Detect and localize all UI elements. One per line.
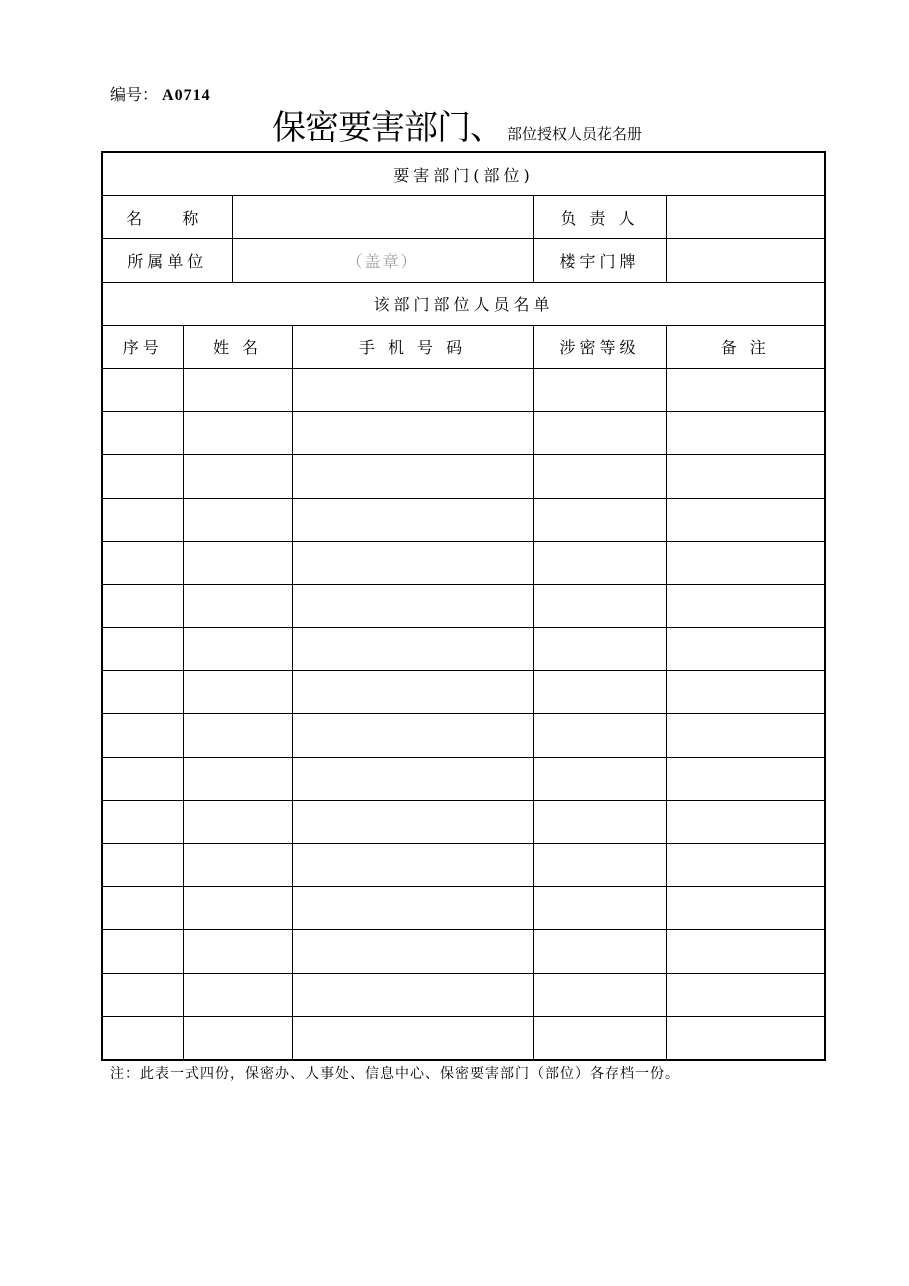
row-index-cell[interactable]: [102, 1016, 183, 1060]
row-remarks-cell[interactable]: [666, 541, 825, 584]
row-phone-cell[interactable]: [292, 368, 533, 411]
name-label: 名 称: [102, 196, 232, 239]
row-remarks-cell[interactable]: [666, 628, 825, 671]
row-index-cell[interactable]: [102, 714, 183, 757]
row-remarks-cell[interactable]: [666, 714, 825, 757]
row-name-cell[interactable]: [183, 584, 292, 627]
row-name-cell[interactable]: [183, 930, 292, 973]
table-row: [102, 714, 825, 757]
row-index-cell[interactable]: [102, 930, 183, 973]
row-index-cell[interactable]: [102, 455, 183, 498]
row-clearance-cell[interactable]: [533, 628, 666, 671]
row-remarks-cell[interactable]: [666, 368, 825, 411]
row-phone-cell[interactable]: [292, 887, 533, 930]
table-row: [102, 930, 825, 973]
row-name-cell[interactable]: [183, 368, 292, 411]
personnel-form-table: [101, 151, 826, 1061]
row-name-cell[interactable]: [183, 498, 292, 541]
row-phone-cell[interactable]: [292, 541, 533, 584]
row-remarks-cell[interactable]: [666, 498, 825, 541]
row-name-cell[interactable]: [183, 455, 292, 498]
table-row: [102, 887, 825, 930]
table-row: [102, 757, 825, 800]
row-clearance-cell[interactable]: [533, 800, 666, 843]
row-phone-cell[interactable]: [292, 628, 533, 671]
department-name-row: [102, 196, 825, 239]
row-index-cell[interactable]: [102, 973, 183, 1016]
leader-label: 负 责 人: [533, 196, 666, 239]
row-clearance-cell[interactable]: [533, 844, 666, 887]
column-header-phone: 手 机 号 码: [292, 325, 533, 368]
row-remarks-cell[interactable]: [666, 455, 825, 498]
row-clearance-cell[interactable]: [533, 973, 666, 1016]
row-remarks-cell[interactable]: [666, 412, 825, 455]
row-clearance-cell[interactable]: [533, 498, 666, 541]
row-clearance-cell[interactable]: [533, 757, 666, 800]
row-remarks-cell[interactable]: [666, 757, 825, 800]
personnel-heading-row: [102, 282, 825, 325]
row-clearance-cell[interactable]: [533, 541, 666, 584]
row-remarks-cell[interactable]: [666, 800, 825, 843]
document-number-value: A0714: [162, 87, 211, 104]
department-heading: 要害部门(部位): [102, 152, 825, 196]
row-phone-cell[interactable]: [292, 757, 533, 800]
row-phone-cell[interactable]: [292, 714, 533, 757]
row-index-cell[interactable]: [102, 800, 183, 843]
row-index-cell[interactable]: [102, 541, 183, 584]
table-row: [102, 628, 825, 671]
row-name-cell[interactable]: [183, 541, 292, 584]
name-field[interactable]: [232, 196, 533, 239]
row-remarks-cell[interactable]: [666, 887, 825, 930]
row-phone-cell[interactable]: [292, 671, 533, 714]
row-phone-cell[interactable]: [292, 584, 533, 627]
row-remarks-cell[interactable]: [666, 671, 825, 714]
leader-field[interactable]: [666, 196, 825, 239]
row-phone-cell[interactable]: [292, 973, 533, 1016]
table-row: [102, 368, 825, 411]
row-name-cell[interactable]: [183, 671, 292, 714]
row-name-cell[interactable]: [183, 714, 292, 757]
page-title: [272, 108, 642, 154]
row-index-cell[interactable]: [102, 887, 183, 930]
column-header-name: 姓 名: [183, 325, 292, 368]
department-heading-row: [102, 152, 825, 196]
row-name-cell[interactable]: [183, 412, 292, 455]
personnel-header-row: [102, 325, 825, 368]
row-index-cell[interactable]: [102, 757, 183, 800]
row-name-cell[interactable]: [183, 1016, 292, 1060]
row-phone-cell[interactable]: [292, 455, 533, 498]
row-clearance-cell[interactable]: [533, 671, 666, 714]
row-index-cell[interactable]: [102, 628, 183, 671]
row-index-cell[interactable]: [102, 368, 183, 411]
title-main: 保密要害部门、: [272, 108, 503, 148]
table-row: [102, 541, 825, 584]
personnel-heading: 该部门部位人员名单: [102, 282, 825, 325]
row-remarks-cell[interactable]: [666, 930, 825, 973]
row-index-cell[interactable]: [102, 671, 183, 714]
column-header-index: 序号: [102, 325, 183, 368]
row-clearance-cell[interactable]: [533, 887, 666, 930]
row-phone-cell[interactable]: [292, 930, 533, 973]
document-number-label: 编号：: [110, 85, 159, 104]
column-header-clearance: 涉密等级: [533, 325, 666, 368]
table-row: [102, 800, 825, 843]
table-row: [102, 973, 825, 1016]
column-header-remarks: 备 注: [666, 325, 825, 368]
row-index-cell[interactable]: [102, 498, 183, 541]
row-index-cell[interactable]: [102, 584, 183, 627]
table-row: [102, 1016, 825, 1060]
row-remarks-cell[interactable]: [666, 584, 825, 627]
row-clearance-cell[interactable]: [533, 714, 666, 757]
table-row: [102, 671, 825, 714]
unit-label: 所属单位: [102, 239, 232, 282]
row-clearance-cell[interactable]: [533, 1016, 666, 1060]
unit-stamp-field[interactable]: （盖章）: [232, 239, 533, 282]
row-remarks-cell[interactable]: [666, 973, 825, 1016]
table-row: [102, 844, 825, 887]
row-name-cell[interactable]: [183, 757, 292, 800]
table-row: [102, 455, 825, 498]
row-clearance-cell[interactable]: [533, 930, 666, 973]
row-clearance-cell[interactable]: [533, 455, 666, 498]
row-name-cell[interactable]: [183, 844, 292, 887]
row-index-cell[interactable]: [102, 412, 183, 455]
row-remarks-cell[interactable]: [666, 1016, 825, 1060]
table-row: [102, 498, 825, 541]
document-number: [110, 84, 211, 107]
table-row: [102, 412, 825, 455]
department-unit-row: [102, 239, 825, 282]
row-clearance-cell[interactable]: [533, 584, 666, 627]
row-index-cell[interactable]: [102, 844, 183, 887]
row-name-cell[interactable]: [183, 887, 292, 930]
footer-note: 注：此表一式四份，保密办、人事处、信息中心、保密要害部门（部位）各存档一份。: [110, 1066, 680, 1082]
row-name-cell[interactable]: [183, 973, 292, 1016]
row-phone-cell[interactable]: [292, 1016, 533, 1060]
row-name-cell[interactable]: [183, 800, 292, 843]
building-label: 楼宇门牌: [533, 239, 666, 282]
row-phone-cell[interactable]: [292, 844, 533, 887]
row-clearance-cell[interactable]: [533, 368, 666, 411]
row-phone-cell[interactable]: [292, 800, 533, 843]
table-row: [102, 584, 825, 627]
row-remarks-cell[interactable]: [666, 844, 825, 887]
row-clearance-cell[interactable]: [533, 412, 666, 455]
building-field[interactable]: [666, 239, 825, 282]
row-phone-cell[interactable]: [292, 412, 533, 455]
row-name-cell[interactable]: [183, 628, 292, 671]
title-sub: 部位授权人员花名册: [507, 125, 643, 143]
row-phone-cell[interactable]: [292, 498, 533, 541]
